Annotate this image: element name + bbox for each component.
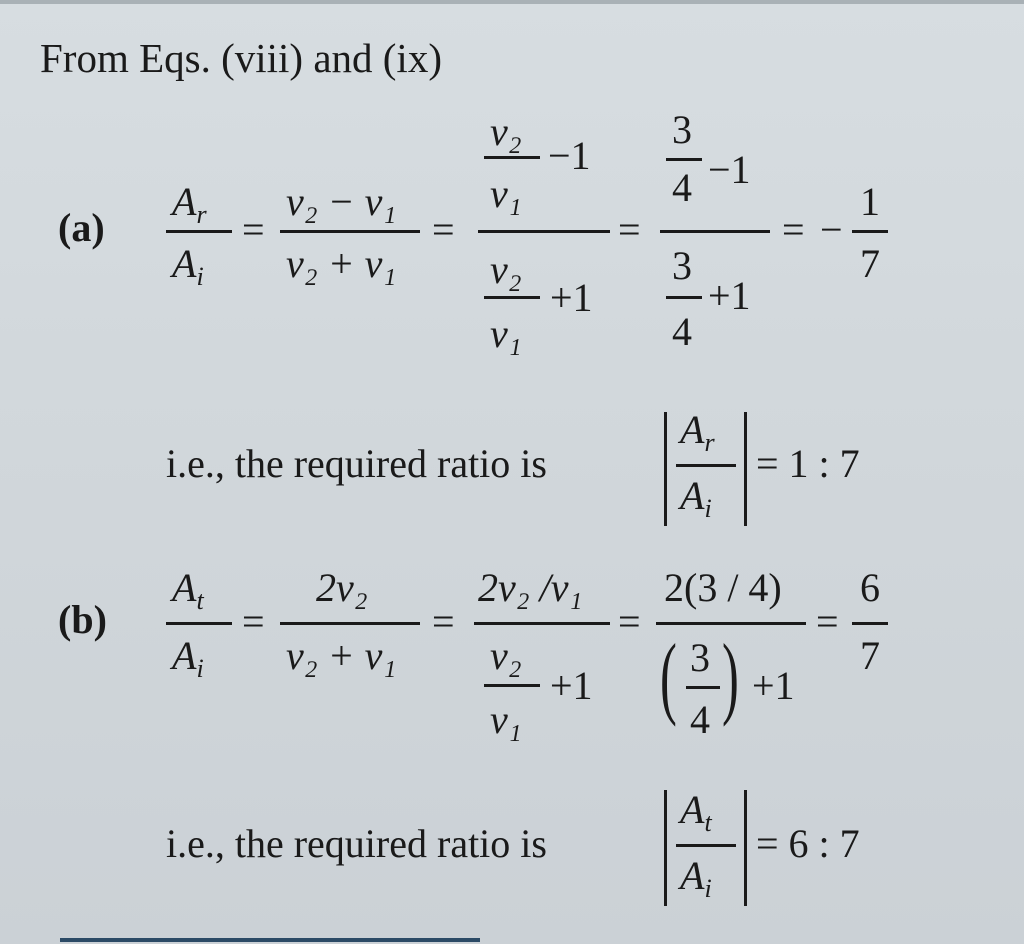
part-a-f2-den-inner-bar [484,296,540,299]
part-a-result-den: 7 [860,241,880,286]
part-a-f3-den-inner-bar [666,296,702,299]
abs-bar-left [664,790,667,906]
part-b-f1-denominator: v₂ + v₁ [286,633,397,678]
equals-sign: = [618,207,641,252]
part-a-f3-num-inner-den: 4 [672,165,692,210]
abs-bar-right [744,790,747,906]
equals-sign: = [242,599,265,644]
part-b-ratio-bar [676,844,736,847]
part-a-f3-den-inner-num: 3 [672,243,692,288]
part-a-ratio-numerator: $A_r$ [680,407,715,457]
part-a-f2-den-tail: +1 [550,275,593,320]
part-a-ratio-denominator: $A_i$ [680,473,712,523]
part-b-f3-numerator: 2(3 / 4) [664,565,782,610]
part-a-f2-den-inner-den: v₁ [490,311,522,356]
part-a-ratio-value: = 1 : 7 [756,441,860,486]
part-b-ratio-numerator: $A_t$ [680,787,712,837]
part-b-result-num: 6 [860,565,880,610]
part-b-f2-main-bar [474,622,610,625]
part-b-f2-numerator: 2v₂ /v₁ [478,565,583,610]
part-a-result-bar [852,230,888,233]
part-b-f3-den-inner-den: 4 [690,697,710,742]
part-a-f3-den-inner-den: 4 [672,309,692,354]
part-a-f2-num-inner-bar [484,156,540,159]
page-top-edge [0,0,1024,4]
part-b-ratio-value: = 6 : 7 [756,821,860,866]
part-b-f3-den-tail: +1 [752,663,795,708]
part-b-f2-den-inner-den: v₁ [490,697,522,742]
equals-sign: = [242,207,265,252]
part-a-result-num: 1 [860,179,880,224]
part-b-f2-den-tail: +1 [550,663,593,708]
equals-sign: = [432,599,455,644]
part-a-lhs-numerator: $A_r$ [172,179,207,229]
part-a-lhs-denominator: $A_i$ [172,241,204,291]
part-a-ratio-text: i.e., the required ratio is [166,441,547,486]
part-a-label: (a) [58,205,105,250]
part-a-f2-den-inner-num: v₂ [490,247,522,292]
part-b-lhs-denominator: $A_i$ [172,633,204,683]
part-b-f1-bar [280,622,420,625]
equals-sign: = [816,599,839,644]
part-b-ratio-text: i.e., the required ratio is [166,821,547,866]
abs-bar-left [664,412,667,526]
part-a-f3-num-inner-num: 3 [672,107,692,152]
abs-bar-right [744,412,747,526]
right-paren: ) [722,625,739,727]
left-paren: ( [660,625,677,727]
part-a-f2-num-inner-den: v₁ [490,171,522,216]
part-a-f1-numerator: v₂ − v₁ [286,179,397,224]
part-b-f3-den-inner-bar [686,686,720,689]
part-a-result-sign: − [820,207,843,252]
part-b-f2-den-inner-bar [484,684,540,687]
part-a-ratio-bar [676,464,736,467]
part-b-result-den: 7 [860,633,880,678]
part-b-label: (b) [58,597,107,642]
part-a-f1-bar [280,230,420,233]
part-b-lhs-numerator: $A_t$ [172,565,204,615]
part-a-f1-denominator: v₂ + v₁ [286,241,397,286]
equals-sign: = [618,599,641,644]
part-b-f2-den-inner-num: v₂ [490,633,522,678]
equals-sign: = [782,207,805,252]
part-a-f3-num-tail: −1 [708,147,751,192]
part-b-lhs-bar [166,622,232,625]
part-a-lhs-bar [166,230,232,233]
equals-sign: = [432,207,455,252]
part-a-f3-den-tail: +1 [708,273,751,318]
part-a-f2-num-tail: −1 [548,133,591,178]
part-a-f3-num-inner-bar [666,158,702,161]
part-a-f2-num-inner-num: v₂ [490,109,522,154]
part-b-result-bar [852,622,888,625]
part-b-f3-den-inner-num: 3 [690,635,710,680]
page-bottom-edge [60,938,480,942]
part-b-f1-numerator: 2v₂ [316,565,368,610]
part-b-ratio-denominator: $A_i$ [680,853,712,903]
part-a-f3-main-bar [660,230,770,233]
intro-line: From Eqs. (viii) and (ix) [40,35,442,81]
part-a-f2-main-bar [478,230,610,233]
